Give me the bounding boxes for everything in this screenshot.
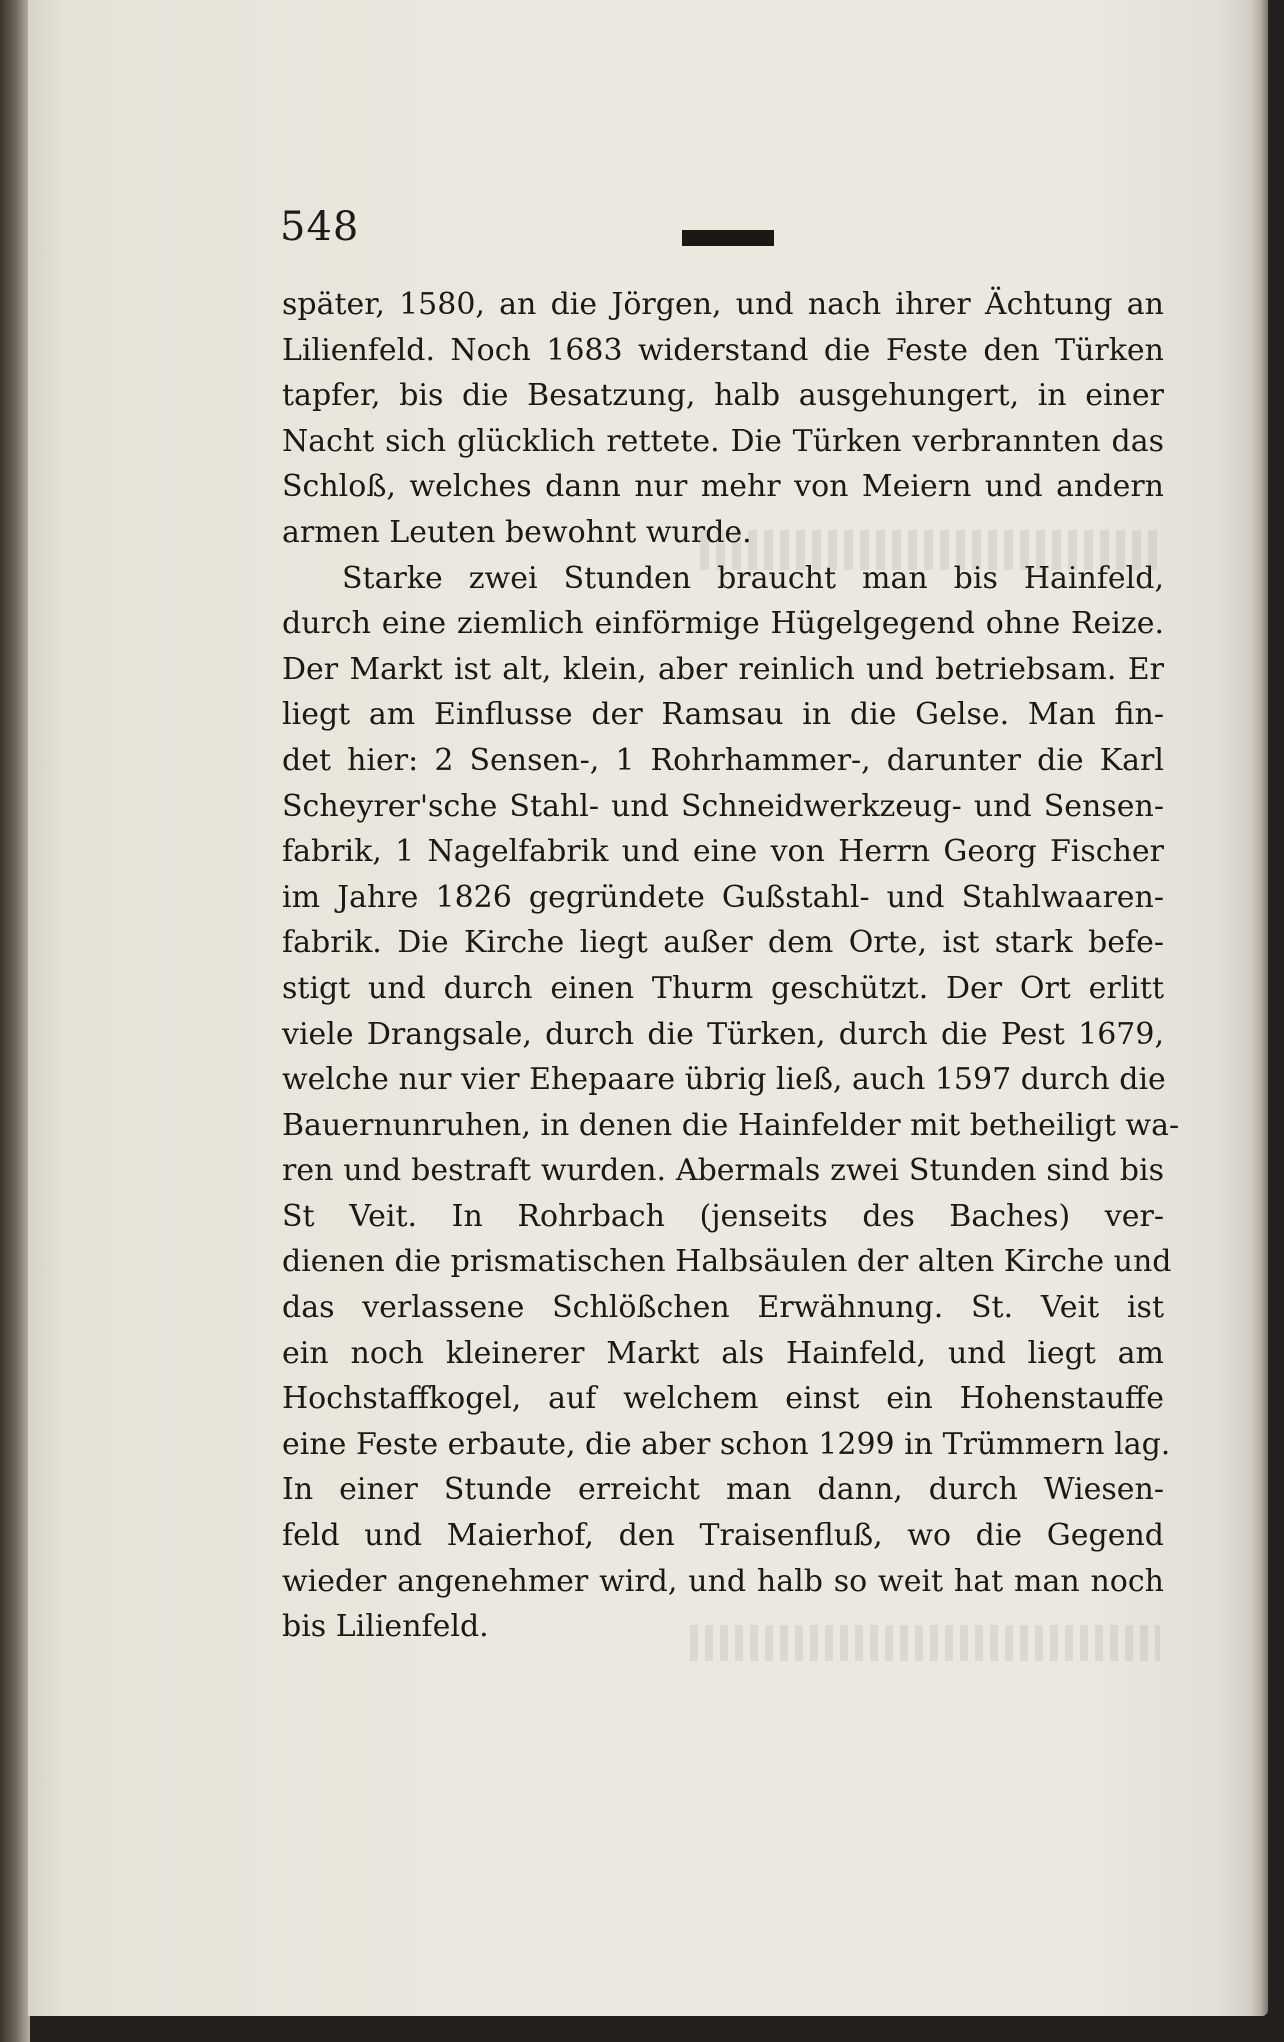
text-line: det hier: 2 Sensen-, 1 Rohrhammer-, darunter die Karl: [282, 742, 1164, 778]
text-line: Schloß, welches dann nur mehr von Meiern und andern: [282, 469, 1164, 505]
text-line: durch eine ziemlich einförmige Hügelgegend ohne Reize.: [282, 606, 1164, 642]
text-line: Lilienfeld. Noch 1683 widerstand die Feste den Türken: [282, 332, 1164, 368]
page-header: [240, 200, 1160, 260]
page-number: 548: [280, 204, 360, 250]
text-line: tapfer, bis die Besatzung, halb ausgehungert, in einer: [282, 378, 1164, 414]
page-edge-shadow: [1250, 0, 1268, 2016]
text-line: feld und Maierhof, den Traisenfluß, wo die Gegend: [282, 1518, 1164, 1554]
text-line: stigt und durch einen Thurm geschützt. Der Ort erlitt: [282, 970, 1164, 1006]
text-line: ren und bestraft wurden. Abermals zwei Stunden sind bis: [282, 1153, 1164, 1189]
text-line: In einer Stunde erreicht man dann, durch Wiesen-: [282, 1472, 1164, 1508]
text-line: Nacht sich glücklich rettete. Die Türken verbrannten das: [282, 423, 1164, 459]
text-line: Der Markt ist alt, klein, aber reinlich und betriebsam. Er: [282, 651, 1164, 687]
text-line: St Veit. In Rohrbach (jenseits des Baches) ver-: [282, 1198, 1164, 1234]
text-line: dienen die prismatischen Halbsäulen der alten Kirche und: [282, 1244, 1172, 1280]
book-spine-edge: [0, 0, 30, 2042]
text-line: fabrik. Die Kirche liegt außer dem Orte, ist stark befe-: [282, 925, 1164, 961]
paragraph: [282, 556, 1180, 1650]
text-line: ein noch kleinerer Markt als Hainfeld, und liegt am: [282, 1335, 1164, 1371]
text-line: wieder angenehmer wird, und halb so weit hat man noch: [282, 1563, 1164, 1599]
text-line: viele Drangsale, durch die Türken, durch die Pest 1679,: [282, 1016, 1164, 1052]
text-line: welche nur vier Ehepaare übrig ließ, auch 1597 durch die: [282, 1062, 1166, 1098]
paragraph: [282, 282, 1164, 556]
text-line: das verlassene Schlößchen Erwähnung. St. Veit ist: [282, 1290, 1164, 1326]
text-line: Starke zwei Stunden braucht man bis Hainfeld,: [342, 560, 1164, 596]
text-line: liegt am Einflusse der Ramsau in die Gelse. Man fin-: [282, 697, 1164, 733]
text-line: Scheyrer'sche Stahl- und Schneidwerkzeug- und Sensen-: [282, 788, 1164, 824]
header-rule: [682, 230, 774, 246]
text-line: im Jahre 1826 gegründete Gußstahl- und Stahlwaaren-: [282, 879, 1164, 915]
text-line: eine Feste erbaute, die aber schon 1299 in Trümmern lag.: [282, 1426, 1171, 1462]
text-line: Hochstaffkogel, auf welchem einst ein Hohenstauffe: [282, 1381, 1164, 1417]
text-line: später, 1580, an die Jörgen, und nach ihrer Ächtung an: [282, 287, 1164, 322]
text-line: armen Leuten bewohnt wurde.: [282, 514, 752, 550]
body-text: [282, 282, 1180, 1650]
text-line: bis Lilienfeld.: [282, 1609, 489, 1645]
text-line: Bauernunruhen, in denen die Hainfelder mit betheiligt wa-: [282, 1107, 1180, 1143]
text-line: fabrik, 1 Nagelfabrik und eine von Herrn Georg Fischer: [282, 834, 1164, 870]
